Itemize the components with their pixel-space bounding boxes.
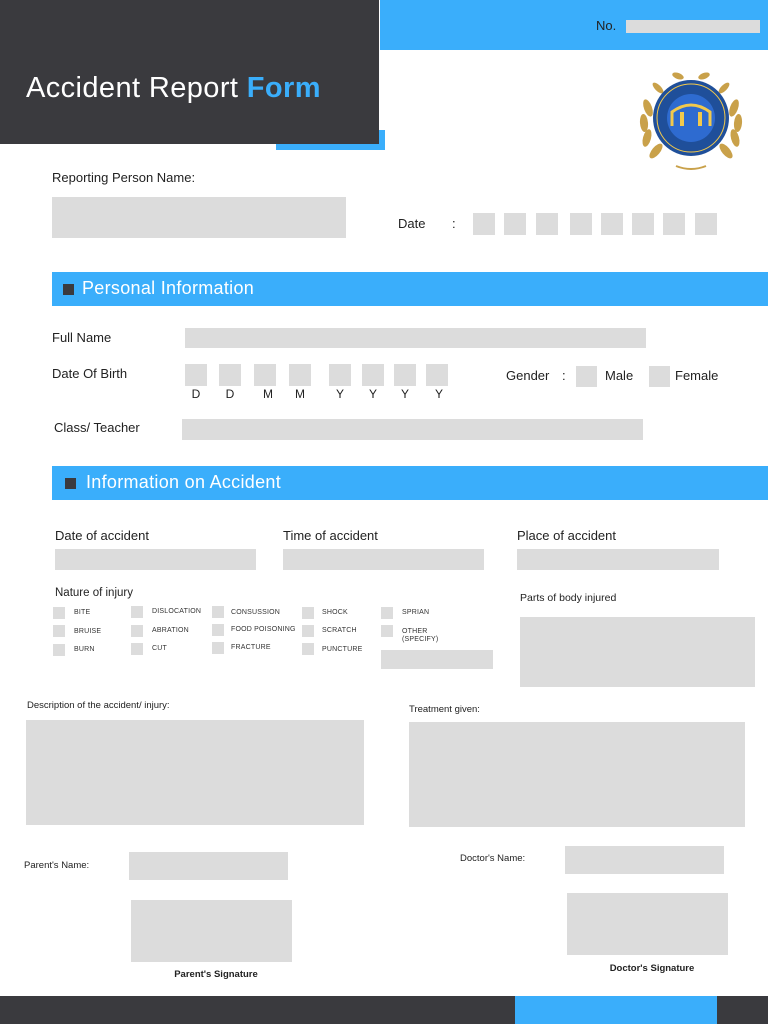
injury-checkbox-abration[interactable] (131, 625, 143, 637)
square-bullet-icon (65, 478, 76, 489)
class-teacher-field[interactable] (182, 419, 643, 440)
class-teacher-label: Class/ Teacher (54, 420, 140, 435)
gender-female-label: Female (675, 368, 719, 383)
injury-label-bite: BITE (74, 609, 91, 616)
injury-label-other: OTHER (402, 628, 428, 635)
dob-format-letter: Y (368, 387, 377, 401)
reporting-person-field[interactable] (52, 197, 346, 238)
dob-format-letter: Y (335, 387, 344, 401)
form-number-label: No. (596, 18, 617, 33)
reporting-person-label: Reporting Person Name: (52, 170, 196, 185)
injury-other-specify-field[interactable] (381, 650, 493, 669)
accident-info-title: Information on Accident (86, 472, 282, 492)
injury-checkbox-shock[interactable] (302, 607, 314, 619)
injury-label-puncture: PUNCTURE (322, 646, 363, 653)
report-date-box[interactable] (504, 213, 526, 235)
personal-info-title: Personal Information (82, 278, 255, 298)
accident-place-label: Place of accident (517, 528, 617, 543)
report-date-label: Date (398, 216, 426, 231)
dob-format-letter: Y (400, 387, 409, 401)
parent-signature-field[interactable] (131, 900, 292, 962)
dob-box[interactable] (185, 364, 207, 386)
dob-box[interactable] (254, 364, 276, 386)
parent-signature-label: Parent's Signature (174, 969, 258, 980)
report-date-box[interactable] (663, 213, 685, 235)
accident-date-field[interactable] (55, 549, 256, 570)
accident-date-label: Date of accident (55, 528, 149, 543)
report-date-box[interactable] (695, 213, 717, 235)
accident-time-label: Time of accident (283, 528, 378, 543)
doctor-name-label: Doctor's Name: (460, 853, 526, 864)
accident-place-field[interactable] (517, 549, 719, 570)
injury-checkbox-sprian[interactable] (381, 607, 393, 619)
description-field[interactable] (26, 720, 364, 825)
dob-label: Date Of Birth (52, 366, 128, 381)
parts-of-body-field[interactable] (520, 617, 755, 687)
injury-label-other-specify: (SPECIFY) (402, 636, 439, 643)
parts-of-body-label: Parts of body injured (520, 592, 617, 604)
report-date-box[interactable] (473, 213, 495, 235)
dob-box[interactable] (362, 364, 384, 386)
injury-label-abration: ABRATION (152, 627, 189, 634)
treatment-label: Treatment given: (409, 704, 480, 715)
injury-label-burn: BURN (74, 646, 95, 653)
treatment-field[interactable] (409, 722, 745, 827)
full-name-field[interactable] (185, 328, 646, 348)
injury-checkbox-bite[interactable] (53, 607, 65, 619)
injury-checkbox-fracture[interactable] (212, 642, 224, 654)
report-date-box[interactable] (632, 213, 654, 235)
dob-format-letter: Y (434, 387, 443, 401)
doctor-signature-field[interactable] (567, 893, 728, 955)
injury-label-consussion: CONSUSSION (231, 609, 281, 616)
doctor-name-field[interactable] (565, 846, 724, 874)
injury-checkbox-cut[interactable] (131, 643, 143, 655)
gender-female-checkbox[interactable] (649, 366, 670, 387)
injury-label-sprian: SPRIAN (402, 609, 430, 616)
school-seal-logo (636, 68, 746, 172)
dob-box[interactable] (329, 364, 351, 386)
dob-format-letter: M (295, 387, 305, 401)
gender-male-label: Male (605, 368, 634, 383)
page-title-accent: Form (246, 72, 321, 104)
injury-checkbox-food-poisoning[interactable] (212, 624, 224, 636)
injury-checkbox-burn[interactable] (53, 644, 65, 656)
report-date-box[interactable] (601, 213, 623, 235)
dob-box[interactable] (289, 364, 311, 386)
dob-box[interactable] (394, 364, 416, 386)
injury-label-shock: SHOCK (322, 609, 348, 616)
nature-of-injury-label: Nature of injury (55, 587, 133, 599)
injury-label-fracture: FRACTURE (231, 644, 271, 651)
injury-label-bruise: BRUISE (74, 628, 102, 635)
doctor-signature-label: Doctor's Signature (609, 963, 695, 974)
form-number-field[interactable] (626, 20, 760, 33)
gender-label: Gender (506, 368, 550, 383)
dob-format-letter: D (191, 387, 201, 401)
laurel-seal-icon (636, 68, 746, 172)
injury-checkbox-puncture[interactable] (302, 643, 314, 655)
injury-label-food-poisoning: FOOD POISONING (231, 626, 296, 633)
accident-time-field[interactable] (283, 549, 484, 570)
report-date-colon: : (452, 216, 456, 231)
gender-male-checkbox[interactable] (576, 366, 597, 387)
footer-accent (515, 996, 717, 1024)
injury-checkbox-dislocation[interactable] (131, 606, 143, 618)
parent-name-field[interactable] (129, 852, 288, 880)
personal-info-banner (52, 272, 768, 306)
injury-label-dislocation: DISLOCATION (152, 608, 202, 615)
full-name-label: Full Name (52, 330, 112, 345)
page-title (26, 72, 321, 105)
report-date-box[interactable] (570, 213, 592, 235)
page-title-main: Accident Report (26, 72, 239, 104)
dob-format-letter: D (225, 387, 235, 401)
square-bullet-icon (63, 284, 74, 295)
injury-checkbox-scratch[interactable] (302, 625, 314, 637)
dob-box[interactable] (219, 364, 241, 386)
injury-label-scratch: SCRATCH (322, 627, 357, 634)
injury-checkbox-bruise[interactable] (53, 625, 65, 637)
dob-format-letter: M (263, 387, 273, 401)
injury-label-cut: CUT (152, 645, 167, 652)
gender-colon: : (562, 368, 566, 383)
injury-checkbox-other[interactable] (381, 625, 393, 637)
description-label: Description of the accident/ injury: (27, 700, 170, 711)
dob-box[interactable] (426, 364, 448, 386)
parent-name-label: Parent's Name: (24, 860, 90, 871)
accident-info-banner (52, 466, 768, 500)
report-date-box[interactable] (536, 213, 558, 235)
injury-checkbox-consussion[interactable] (212, 606, 224, 618)
